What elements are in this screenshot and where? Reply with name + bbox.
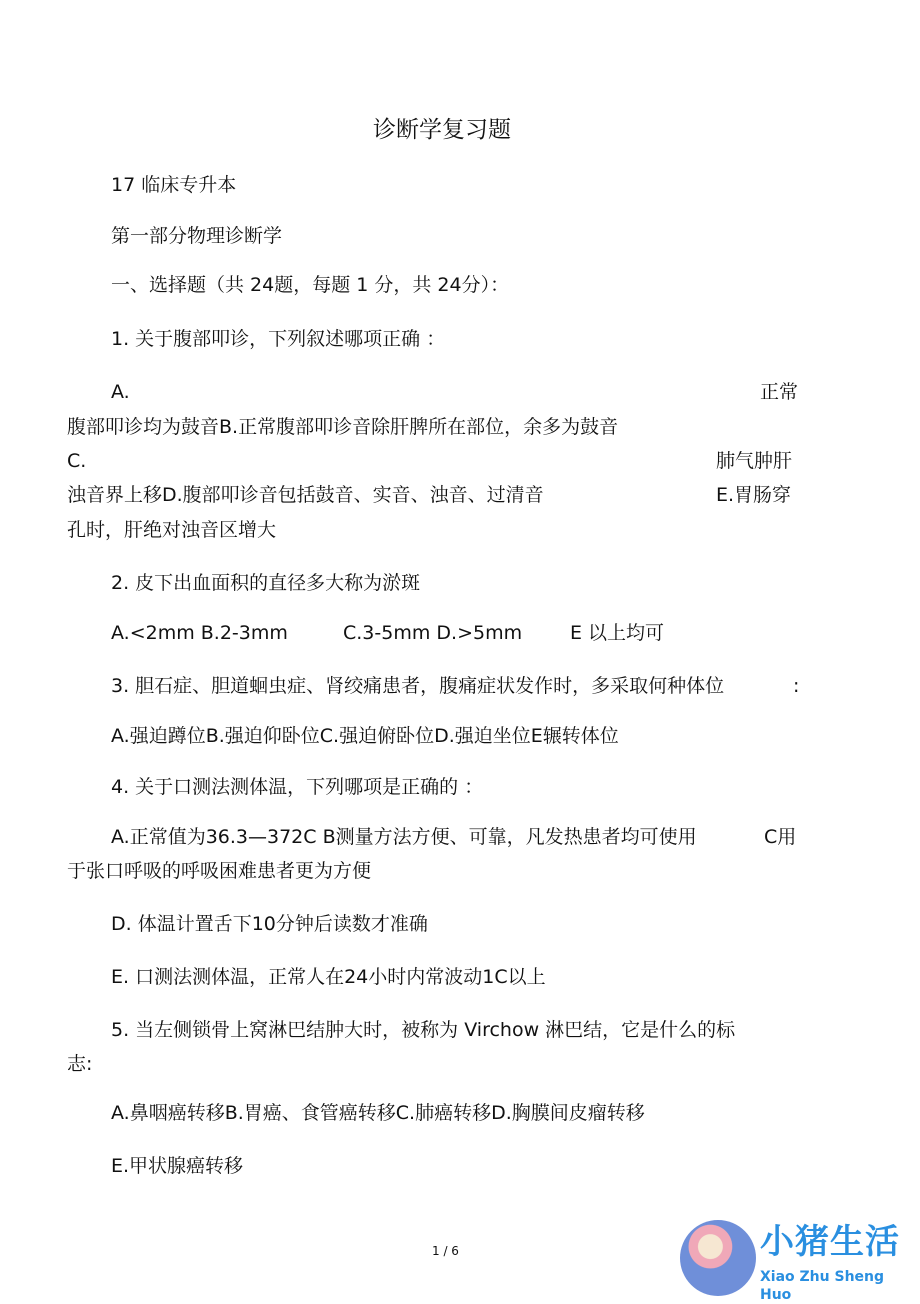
question-1-line: 腹部叩诊均为鼓音B.正常腹部叩诊音除肝脾所在部位，余多为鼓音 [67,416,619,438]
question-2-option: E 以上均可 [570,622,665,644]
question-5-options: A.鼻咽癌转移B.胃癌、食管癌转移C.肺癌转移D.胸膜间皮瘤转移 [111,1102,645,1124]
question-5-option: E.甲状腺癌转移 [111,1155,244,1177]
question-2-stem: 2. 皮下出血面积的直径多大称为淤斑 [111,572,421,594]
question-5-stem-cont: 志: [67,1053,93,1075]
question-1-stem: 1. 关于腹部叩诊，下列叙述哪项正确 ： [111,328,446,350]
question-1-line: E.胃肠穿 [716,484,792,506]
page-number: 1 / 6 [432,1244,459,1258]
section-heading: 一、选择题（共 24题，每题 1 分，共 24分）： [111,274,510,296]
question-3-options: A.强迫蹲位B.强迫仰卧位C.强迫俯卧位D.强迫坐位E辗转体位 [111,725,619,747]
question-2-option: C.3-5mm D.>5mm [343,622,523,644]
subtitle: 17 临床专升本 [111,174,237,196]
question-1-line: C. [67,450,87,472]
page-title: 诊断学复习题 [373,117,511,143]
question-4-option: D. 体温计置舌下10分钟后读数才准确 [111,913,428,935]
question-3-stem: 3. 胆石症、胆道蛔虫症、肾绞痛患者，腹痛症状发作时，多采取何种体位 [111,675,725,697]
watermark-subtext: Xiao Zhu Sheng Huo [760,1269,885,1303]
question-1-line: 孔时，肝绝对浊音区增大 [67,519,277,541]
question-4-option: E. 口测法测体温，正常人在24小时内常波动1C以上 [111,966,546,988]
question-4-line: C用 [764,826,797,848]
watermark-text: 小猪生活 [760,1222,900,1262]
question-3-colon: : [793,675,800,697]
question-1-line: A. [111,381,130,403]
question-1-line: 正常 [760,381,799,403]
part-heading: 第一部分物理诊断学 [111,225,283,247]
question-1-line: 肺气肿肝 [716,450,793,472]
question-1-line: 浊音界上移D.腹部叩诊音包括鼓音、实音、浊音、过清音 [67,484,544,506]
question-2-option: A.<2mm B.2-3mm [111,622,288,644]
watermark-logo [680,1212,920,1303]
pig-mascot-icon [680,1220,756,1296]
question-5-stem: 5. 当左侧锁骨上窝淋巴结肿大时，被称为 Virchow 淋巴结，它是什么的标 [111,1019,736,1041]
question-4-line: 于张口呼吸的呼吸困难患者更为方便 [67,860,372,882]
question-4-line: A.正常值为36.3—372C B测量方法方便、可靠，凡发热患者均可使用 [111,826,697,848]
question-4-stem: 4. 关于口测法测体温，下列哪项是正确的 ： [111,776,484,798]
